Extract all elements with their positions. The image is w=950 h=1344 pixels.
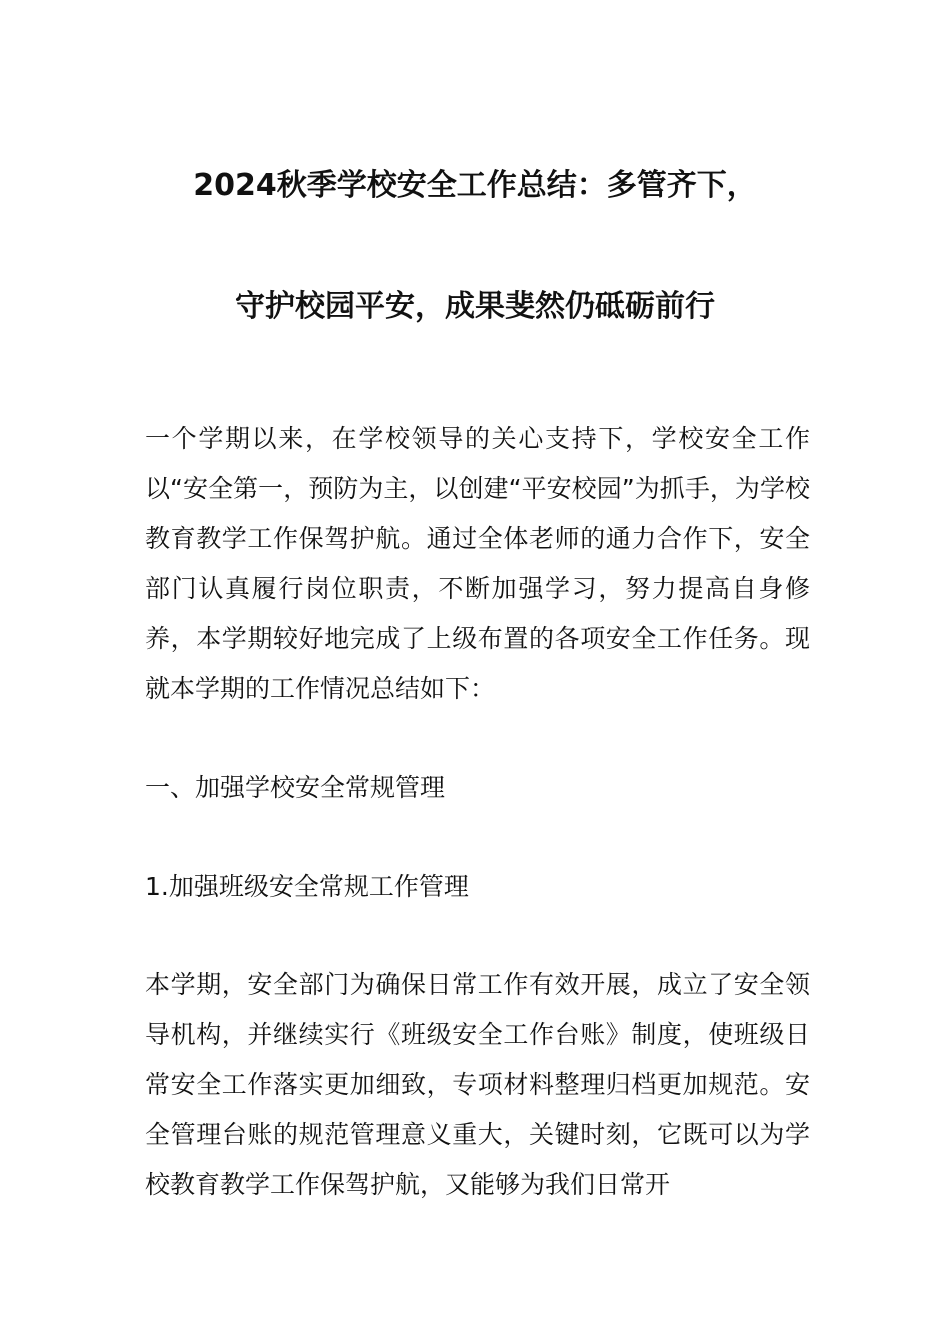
subsection-heading: 1.加强班级安全常规工作管理 [145,872,469,901]
document-title-line-1: 2024秋季学校安全工作总结：多管齐下， [193,168,757,203]
document-title-line-2: 守护校园平安，成果斐然仍砥砺前行 [235,289,715,324]
intro-paragraph: 一个学期以来，在学校领导的关心支持下，学校安全工作以“安全第一，预防为主，以创建“平安校园”为抓手，为学校教育教学工作保驾护航。通过全体老师的通力合作下，安全部门认真履行岗位职责，不断加强学习，努力提高自身修养，本学期较好地完成了上级布置的各项安全工作任务。现就本学期的工作情况总结如下： [145,424,810,703]
section-heading: 一、加强学校安全常规管理 [145,773,446,802]
body-paragraph: 本学期，安全部门为确保日常工作有效开展，成立了安全领导机构，并继续实行《班级安全工作台账》制度，使班级日常安全工作落实更加细致，专项材料整理归档更加规范。安全管理台账的规范管理意义重大，关键时刻，它既可以为学校教育教学工作保驾护航，又能够为我们日常开 [145,970,810,1199]
